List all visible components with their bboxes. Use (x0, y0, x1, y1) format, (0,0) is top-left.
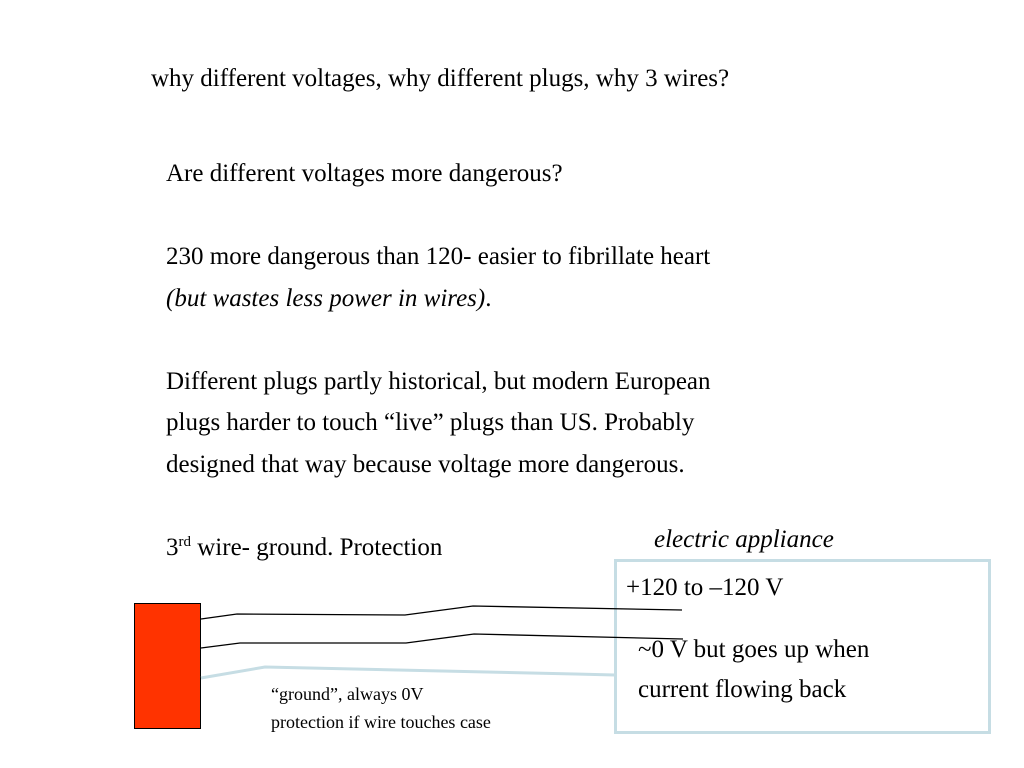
live-wire (201, 606, 682, 619)
ground-note-line-1: “ground”, always 0V (271, 684, 424, 704)
wire-number: 3 (166, 533, 179, 561)
neutral-wire-label-line-2: current flowing back (638, 676, 847, 703)
ground-note-line-2: protection if wire touches case (271, 712, 491, 732)
voltage-line: 230 more dangerous than 120- easier to fibrillate heart (166, 243, 711, 270)
plugs-line-2: plugs harder to touch “live” plugs than US. Probably (166, 409, 695, 436)
question-line: Are different voltages more dangerous? (166, 160, 563, 187)
wire-text: wire- ground. Protection (191, 533, 443, 561)
live-wire-label: +120 to –120 V (626, 574, 784, 601)
ground-note (271, 680, 491, 736)
neutral-wire (201, 634, 683, 648)
neutral-wire-label-line-1: ~0 V but goes up when (638, 636, 870, 663)
plugs-line-3: designed that way because voltage more dangerous. (166, 450, 685, 478)
slide-title: why different voltages, why different plugs, why 3 wires? (151, 65, 730, 92)
wire-ordinal: rd (178, 533, 191, 550)
appliance-label: electric appliance (654, 526, 834, 553)
voltage-aside: (but wastes less power in wires) (166, 284, 486, 312)
neutral-wire-label (638, 630, 869, 710)
voltage-aside-period: . (485, 284, 492, 312)
plugs-line-1: Different plugs partly historical, but modern European (166, 367, 711, 395)
ground-wire (201, 667, 615, 678)
